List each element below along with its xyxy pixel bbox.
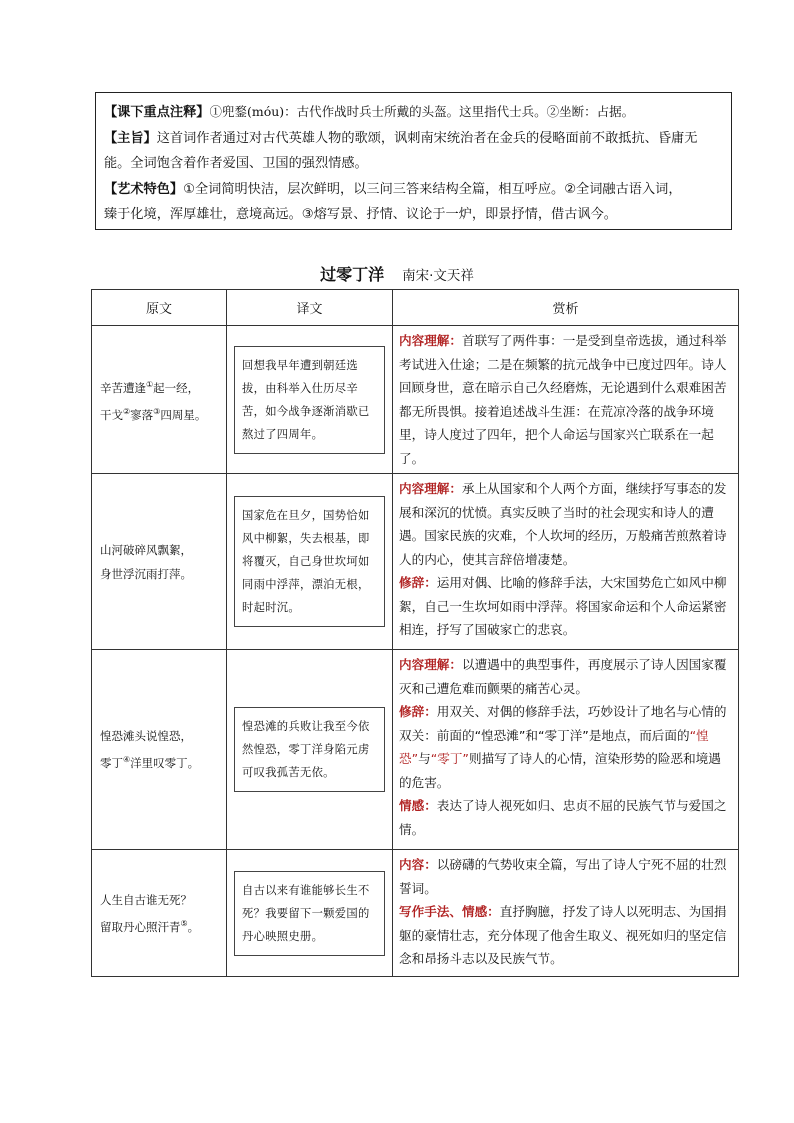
original-text: 身世浮沉雨打萍。 <box>100 566 192 581</box>
header-appreciation: 赏析 <box>393 290 739 326</box>
notes-box <box>95 92 732 230</box>
appreciation-text: 承上从国家和个人两个方面，继续抒写事态的发展和深沉的忧愤。真实反映了当时的社会现实和诗人的遭遇。国家民族的灾难，个人坎坷的经历，万般痛苦煎熬着诗人的内心，使其言辞倍增凄楚。 <box>399 481 727 567</box>
appreciation-text: 与 <box>418 751 431 766</box>
original-cell <box>92 326 227 474</box>
original-text: 留取丹心照汗青 <box>100 919 181 934</box>
appreciation-text: 表达了诗人视死如归、忠贞不屈的民族气节与爱国之情。 <box>399 798 727 837</box>
theme-text-cont: 能。全词饱含着作者爱国、卫国的强烈情感。 <box>104 156 368 171</box>
appreciation-cell <box>393 850 739 977</box>
footnote-mark: ③ <box>153 406 161 416</box>
notes-line-4 <box>104 177 723 203</box>
table-row <box>92 850 739 977</box>
table-row <box>92 326 739 474</box>
original-cell <box>92 474 227 650</box>
art-text: ①全词简明快洁，层次鲜明，以三问三答来结构全篇，相互呼应。②全词融古语入词， <box>183 181 682 197</box>
notes-line-2 <box>104 126 723 152</box>
original-text: 起一经， <box>153 380 200 395</box>
translation-cell <box>227 474 393 650</box>
header-original: 原文 <box>92 290 227 326</box>
appreciation-label: 修辞： <box>399 704 437 719</box>
appreciation-cell <box>393 474 739 650</box>
original-text: 四周星。 <box>160 407 207 422</box>
translation-text: 惶恐滩的兵败让我至今依然惶恐，零丁洋身陷元虏可叹我孤苦无依。 <box>234 707 385 792</box>
appreciation-text: 以遭遇中的典型事件，再度展示了诗人因国家覆灭和己遭危难而颤栗的痛苦心灵。 <box>399 657 727 696</box>
original-text: 寥落 <box>130 407 154 422</box>
appreciation-cell <box>393 650 739 850</box>
art-text-cont: 臻于化境，浑厚雄壮，意境高远。③熔写景、抒情、议论于一炉，即景抒情，借古讽今。 <box>104 207 617 222</box>
poem-author: 南宋·文天祥 <box>402 268 474 284</box>
table-row <box>92 650 739 850</box>
footnote-mark: ① <box>146 379 154 389</box>
appreciation-text: 则描写了诗人的心情，渲染形势的险恶和境遇的危害。 <box>399 751 721 790</box>
appreciation-label: 情感： <box>399 798 437 813</box>
table-header-row <box>92 290 739 326</box>
appreciation-text: 用双关、对偶的修辞手法，巧妙设计了地名与心情的双关：前面的“惶恐滩”和“零丁洋”是地点，而后面的 <box>399 704 727 743</box>
appreciation-cell <box>393 326 739 474</box>
header-translation: 译文 <box>227 290 393 326</box>
original-text: 干戈 <box>100 407 123 422</box>
appreciation-text: 直抒胸臆，抒发了诗人以死明志、为国捐躯的豪情壮志，充分体现了他舍生取义、视死如归的坚定信念和昂扬斗志以及民族气节。 <box>399 904 727 966</box>
translation-cell <box>227 326 393 474</box>
appreciation-text: 首联写了两件事：一是受到皇帝选拔，通过科举考试进入仕途；二是在频繁的抗元战争中已度过四年。诗人回顾身世，意在暗示自己久经磨炼，无论遇到什么艰难困苦都无所畏惧。接着追述战斗生涯：在荒凉冷落的战争环境里，诗人度过了四年，把个人命运与国家兴亡联系在一起了。 <box>399 333 727 466</box>
translation-text: 国家危在旦夕，国势恰如风中柳絮，失去根基，即将覆灭，自己身世坎坷如同雨中浮萍，漂泊无根，时起时沉。 <box>234 496 385 627</box>
table-row <box>92 474 739 650</box>
notes-line-5 <box>104 202 723 228</box>
notes-line-3 <box>104 151 723 177</box>
original-cell <box>92 650 227 850</box>
footnote-mark: ② <box>123 406 131 416</box>
appreciation-label: 内容理解： <box>399 333 462 348</box>
poem-table <box>91 289 739 977</box>
original-cell <box>92 850 227 977</box>
appreciation-label: 写作手法、情感： <box>399 904 500 919</box>
highlight-text: “惶恐” <box>399 727 709 766</box>
theme-text: 这首词作者通过对古代英雄人物的歌颂，讽刺南宋统治者在金兵的侵略面前不敢抵抗、昏庸无 <box>156 130 698 146</box>
appreciation-label: 内容理解： <box>399 657 462 672</box>
art-label: 【艺术特色】 <box>104 181 184 197</box>
original-text: 人生自古谁无死？ <box>100 892 192 907</box>
translation-text: 回想我早年遭到朝廷选拔，由科举入仕历尽辛苦，如今战争逐渐消歇已熬过了四周年。 <box>234 346 385 454</box>
appreciation-text: 运用对偶、比喻的修辞手法，大宋国势危亡如风中柳絮，自己一生坎坷如雨中浮萍。将国家命运和个人命运紧密相连，抒写了国破家亡的悲哀。 <box>399 575 727 637</box>
notes-label: 【课下重点注释】 <box>104 105 210 120</box>
appreciation-label: 内容理解： <box>399 481 462 496</box>
poem-title-row <box>0 262 794 285</box>
appreciation-text: 以磅礴的气势收束全篇，写出了诗人宁死不屈的壮烈誓词。 <box>399 857 727 896</box>
footnote-mark: ④ <box>123 755 131 765</box>
appreciation-label: 修辞： <box>399 575 437 590</box>
highlight-text: “零丁” <box>430 751 469 766</box>
footnote-mark: ⑤ <box>180 918 188 928</box>
original-text: 洋里叹零丁。 <box>130 755 200 770</box>
original-text: 。 <box>187 919 200 934</box>
translation-cell <box>227 650 393 850</box>
appreciation-label: 内容： <box>399 857 437 872</box>
original-text: 辛苦遭逢 <box>100 380 146 395</box>
poem-title: 过零丁洋 <box>320 265 385 284</box>
original-text: 惶恐滩头说惶恐， <box>100 729 192 744</box>
original-text: 零丁 <box>100 755 123 770</box>
translation-text: 自古以来有谁能够长生不死？我要留下一颗爱国的丹心映照史册。 <box>234 871 385 956</box>
theme-label: 【主旨】 <box>104 130 157 146</box>
original-text: 山河破碎风飘絮， <box>100 542 192 557</box>
translation-cell <box>227 850 393 977</box>
notes-text: ①兜鍪(móu)：古代作战时兵士所戴的头盔。这里指代士兵。②坐断：占据。 <box>209 104 635 119</box>
notes-line-1 <box>104 99 723 126</box>
